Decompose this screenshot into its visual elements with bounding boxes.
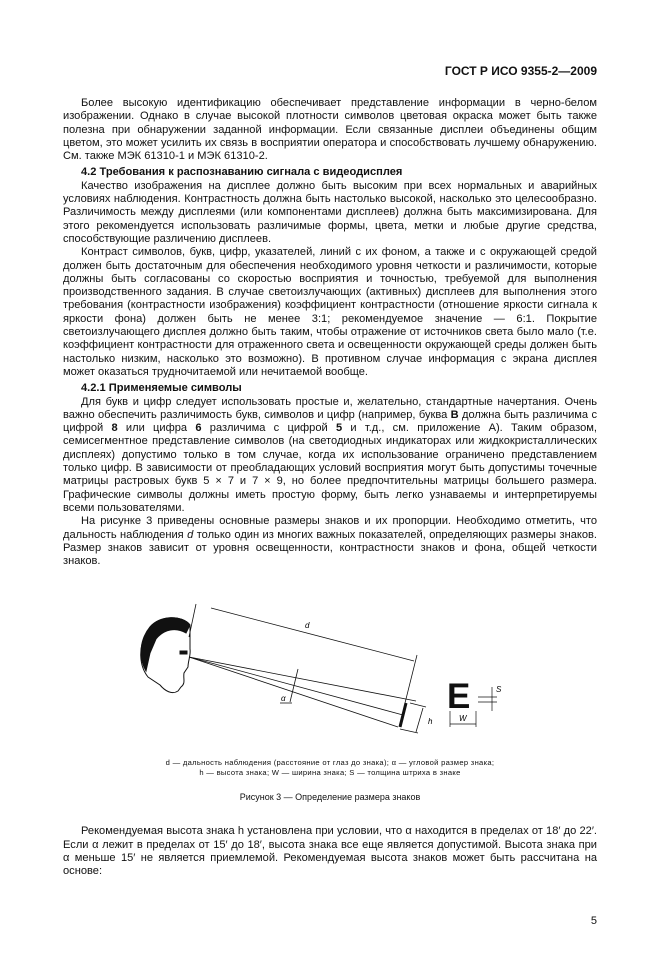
label-alpha: α [281,694,286,704]
legend-line: d — дальность наблюдения (расстояние от глаз до знака); α — угловой размер знака; [165,758,495,768]
figure-caption: Рисунок 3 — Определение размера знаков [239,792,421,803]
label-h: h [428,717,433,727]
alpha-arc [290,669,298,702]
text: различима с цифрой [201,422,336,435]
letter-e-sample [447,677,502,727]
head-silhouette-icon [141,618,190,693]
text: 6 [195,422,202,435]
text: Для букв и цифр следует использовать простые и, желательно, стандартные начертания. Очень важно обеспечить различимость букв, символов и цифр (например, буква [63,395,597,421]
d-extension-right [405,655,417,703]
sign-letter: E [447,677,471,717]
text: должна быть различима с цифрой [63,408,597,435]
text: и т.д., см. приложение А). Таким образом, семисегментное представление символов (на светодиодных индикаторах или жидкокристаллических дисплеях) допустимо только в том случае, когда их использование ограничено представлением только цифр. В зависимости от преобладающих условий восприятия могут быть допустимы точечные матрицы растровых букв 5 × 7 и 7 × 9, но более предпочтительны матрицы большего размера. Графические символы должны иметь простую форму, быть легко узнаваемы и интерпретируемы всеми пользователями. [63,422,597,514]
sight-line-middle [189,657,403,715]
label-d: d [305,621,310,631]
paragraph [63,515,597,568]
figure-legend [63,758,597,778]
page-number: 5 [590,914,597,927]
h-dimension-line [416,708,423,732]
main-text [63,97,597,958]
text: 5 [335,422,343,435]
text: или цифра [117,422,196,435]
label-w: W [459,714,467,724]
text: d [187,528,194,541]
figure-3-sign-size-diagram [63,582,597,752]
label-s: S [496,685,502,695]
text: В [450,408,459,421]
sign-bar [400,703,406,727]
text: На рисунке 3 приведены основные размеры знаков и их пропорции. Необходимо отметить, что дальность наблюдения [63,515,597,541]
paragraph [63,396,597,516]
paragraph: Контраст символов, букв, цифр, указателей, линий с их фоном, а также и с окружающей средой должен быть достаточным для обеспечения необходимого уровня четкости и различимости, которые должны быть согласованы со скоростью восприятия и точностью, требуемой для выполнения производственного задания. В случае светоизлучающих (активных) дисплеев для выполнения этого требования (контрастности изображения) коэффициент контрастности (отношение яркости сигнала к яркости фона) должен быть не менее 3:1; рекомендуемое значение — 6:1. Покрытие светоизлучающего дисплея должно быть таким, чтобы отражение от источников света было мало (т.е. коэффициент контрастности для отраженного света и освещенности окружающей среды должен быть настолько низким, насколько это возможно). В противном случае информация с экрана дисплея может оказаться трудночитаемой или нечитаемой вообще. [63,246,597,378]
paragraph: Качество изображения на дисплее должно быть высоким при всех нормальных и аварийных условиях наблюдения. Контрастность должна быть настолько высокой, насколько это целесообразно. Различимость между дисплеями (или компонентами дисплеев) должна быть максимизирована. Для этого рекомендуется использовать различимые формы, цвета, метки и любые другие средства, способствующие различению дисплеев. [63,179,597,245]
paragraph: Рекомендуемая высота знака h установлена при условии, что α находится в пределах от 18′ до 22′. Если α лежит в пределах от 15′ до 18′, высота знака все еще является допустимой. Высота знака при α меньше 15′ не является приемлемой. Рекомендуемая высота знаков может быть рассчитана на основе: [63,825,597,878]
document-id-header: ГОСТ Р ИСО 9355-2—2009 [444,64,597,78]
text: 8 [111,422,118,435]
d-extension-left [189,604,196,637]
text: только один из многих важных показателей, определяющих размеры знаков. Размер знаков зависит от уровня освещенности, контрастности знаков и фона, общей четкости знаков. [63,528,597,568]
sight-line-lower [189,657,398,727]
paragraph: Более высокую идентификацию обеспечивает представление информации в черно-белом изображении. Однако в случае высокой плотности символов цветовая окраска может быть также полезна при обнаружении заданной информации. Если связанные дисплеи объединены общим цветом, это может усилить их связь в восприятии оператора и способствовать лучшему обнаружению. См. также МЭК 61310-1 и МЭК 61310-2. [63,97,597,163]
legend-line: h — высота знака; W — ширина знака; S — толщина штриха в знаке [199,768,461,778]
h-extension [410,703,426,707]
d-dimension-line [211,608,414,661]
bottom-text [63,825,597,878]
section-heading-4-2-1: 4.2.1 Применяемые символы [81,382,242,395]
sight-line-upper [189,657,416,704]
section-heading-4-2: 4.2 Требования к распознаванию сигнала с видеодисплея [81,166,403,179]
